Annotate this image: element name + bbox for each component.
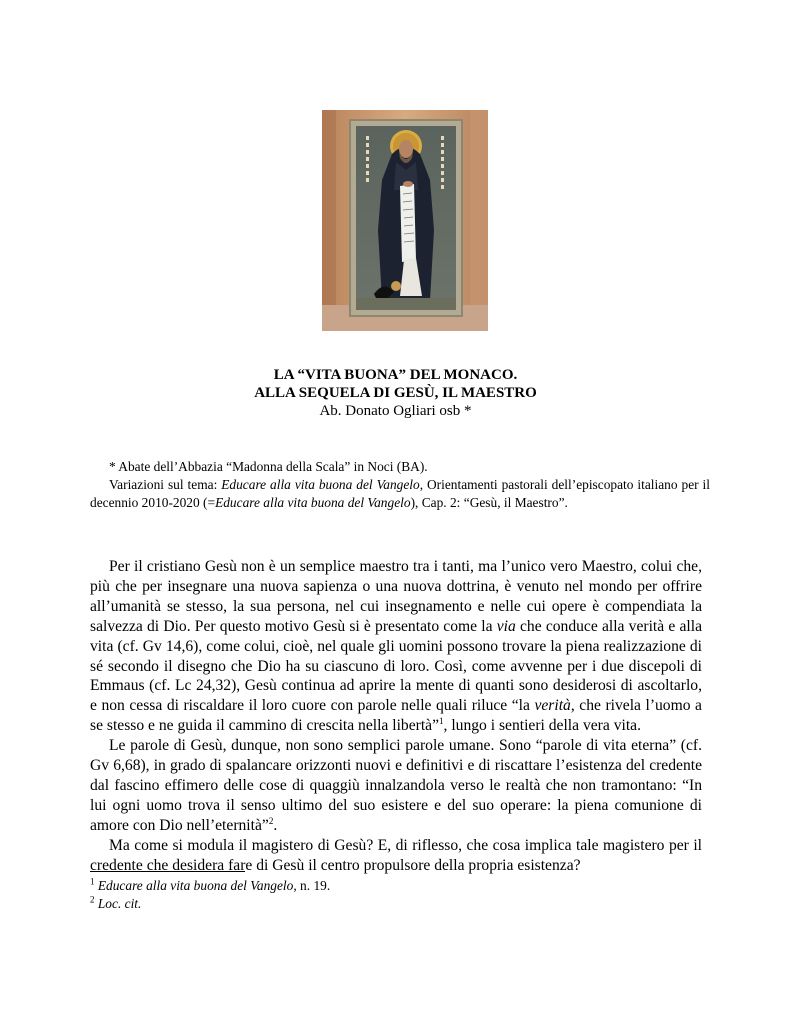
footnote-text: , n. 19. bbox=[293, 878, 331, 893]
paragraph-2 bbox=[90, 736, 702, 836]
author-note bbox=[90, 458, 710, 512]
paragraph-text: , che rivela l’uomo a se stesso e ne guida il cammino di crescita nella libertà” bbox=[90, 697, 702, 735]
author-line: Ab. Donato Ogliari osb * bbox=[319, 403, 472, 419]
paragraph-3: Ma come si modula il magistero di Gesù? E, di riflesso, che cosa implica tale magistero per il credente che desidera fare di Gesù il centro propulsore della propria esistenza? bbox=[90, 836, 702, 874]
paragraph-text: Per il cristiano Gesù non è un semplice maestro tra i tanti, ma l’unico vero Maestro, colui che, più che per insegnare una nuova sapienza o una nuova dottrina, è venuto nel mondo per offrire all’umanità se stesso, la sua persona, nel cui insegnamento e nelle cui opere è compendiata la salvezza di Dio. Per questo motivo Gesù si è presentato come la bbox=[90, 558, 702, 635]
paragraph-text: , lungo i sentieri della vera vita. bbox=[443, 717, 641, 735]
note-text: ), Cap. 2: “Gesù, il Maestro”. bbox=[410, 495, 568, 510]
note-affiliation: * Abate dell’Abbazia “Madonna della Scala” in Noci (BA). bbox=[109, 459, 428, 474]
paragraph-1 bbox=[90, 557, 702, 736]
footnote-ref-1[interactable]: 1 bbox=[439, 716, 444, 727]
footnote-separator bbox=[90, 871, 245, 872]
footnote-number: 1 bbox=[90, 876, 95, 887]
paragraph-text: Le parole di Gesù, dunque, non sono semplici parole umane. Sono “parole di vita eterna” (cf. Gv 6,68), in grado di spalancare orizzonti nuovi e definitivi e di riscattare l’esistenza del credente dal fascino effimero delle cose di quaggiù innalzandola verso le realtà che non tramontano: “In lui ogni uomo trova il senso ultimo del suo esistere e del suo operare: la piena comunione di amore con Dio nell’eternità” bbox=[90, 737, 702, 834]
title-line-2: ALLA SEQUELA DI GESÙ, IL MAESTRO bbox=[254, 385, 537, 401]
footnote-1 bbox=[90, 877, 710, 895]
title-line-1: LA “VITA BUONA” DEL MONACO. bbox=[273, 367, 518, 383]
body-text bbox=[90, 557, 702, 876]
paragraph-text: che conduce alla verità e alla vita (cf. Gv 14,6), come colui, cioè, nel quale gli uomini possono trovare la piena realizzazione di sé secondo il disegno che Dio ha su ciascuno di loro. Così, come avvenne per i due discepoli di Emmaus (cf. Lc 24,32), Gesù continua ad aprire la mente di quanti sono desiderosi di ascoltarlo, e non cessa di riscaldare il loro cuore con parole nelle quali riluce “la bbox=[90, 617, 702, 715]
note-italic-title: Educare alla vita buona del Vangelo bbox=[215, 495, 411, 510]
note-text: Variazioni sul tema: bbox=[109, 477, 222, 492]
footnotes bbox=[90, 877, 710, 913]
footnote-italic: Educare alla vita buona del Vangelo bbox=[97, 878, 294, 893]
footnote-italic: Loc. cit. bbox=[97, 896, 142, 911]
note-italic-title: Educare alla vita buona del Vangelo bbox=[221, 477, 420, 492]
title-block bbox=[0, 366, 791, 420]
italic-word: verità bbox=[534, 697, 571, 715]
paragraph-text: . bbox=[273, 816, 278, 834]
note-variations bbox=[90, 476, 710, 512]
footnote-ref-2[interactable]: 2 bbox=[268, 815, 274, 826]
italic-word: via bbox=[496, 617, 516, 635]
footnote-2 bbox=[90, 895, 710, 913]
footnote-number: 2 bbox=[90, 894, 95, 905]
note-text: , Orientamenti pastorali dell’episcopato italiano per il decennio 2010-2020 (= bbox=[90, 477, 710, 510]
st-benedict-icon-photo bbox=[322, 110, 488, 331]
